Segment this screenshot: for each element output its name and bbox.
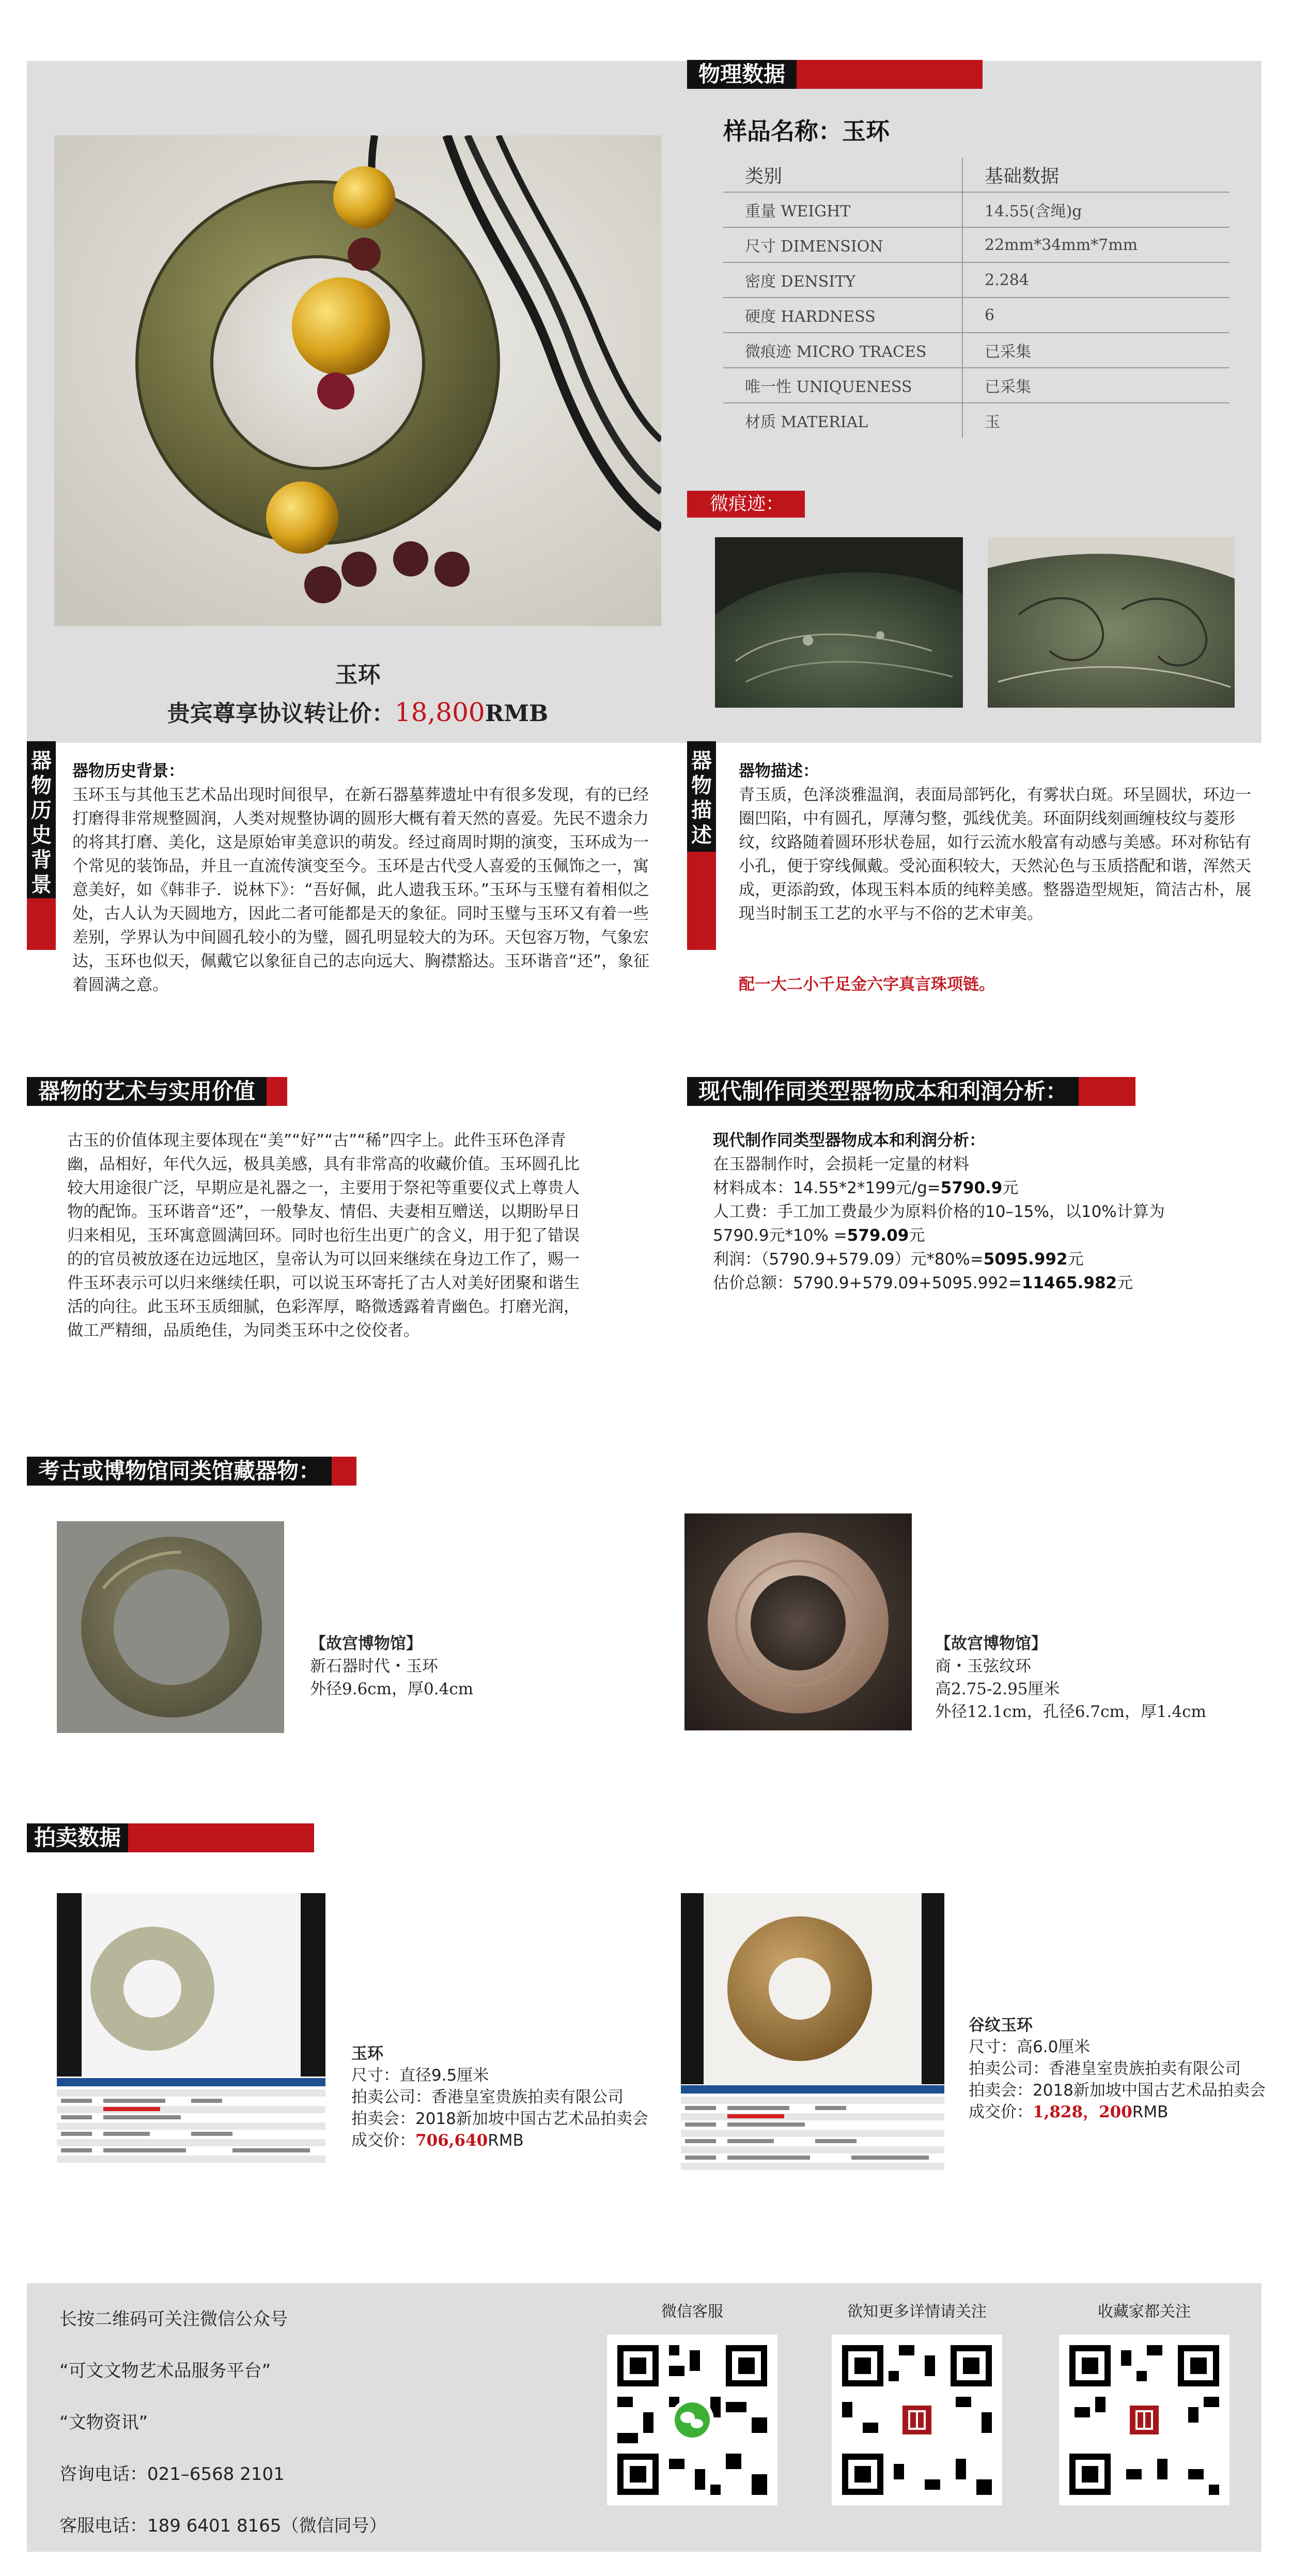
micro-photo-2 (988, 537, 1235, 708)
table-row (723, 192, 1229, 227)
row-value: 6 (962, 298, 1229, 333)
price-unit: RMB (485, 700, 549, 727)
qr-label-3: 收藏家都关注 (1098, 2303, 1191, 2321)
header-basic-data: 基础数据 (962, 158, 1229, 192)
auction-name-1: 玉环 (351, 2044, 383, 2063)
history-text (72, 759, 661, 997)
cost-line2-value: 5790.9 (940, 1179, 1003, 1197)
cost-line1: 在玉器制作时，会损耗一定量的材料 (713, 1155, 969, 1174)
qr-code-collector[interactable] (1059, 2335, 1229, 2505)
auction-company-1: 拍卖公司：香港皇室贵族拍卖有限公司 (351, 2088, 624, 2106)
row-value: 已采集 (962, 368, 1229, 403)
auction-screenshot-1 (57, 1893, 325, 2167)
cost-heading: 现代制作同类型器物成本和利润分析： (713, 1131, 985, 1150)
footer-line2: “可文文物艺术品服务平台” (59, 2361, 271, 2381)
description-text (739, 759, 1255, 926)
description-heading: 器物描述： (739, 762, 819, 780)
auction-session-1: 拍卖会：2018新加坡中国古艺术品拍卖会 (351, 2110, 648, 2128)
table-row (723, 403, 1229, 438)
museum-section-title: 考古或博物馆同类馆藏器物： (27, 1457, 332, 1486)
description-tag-red (687, 852, 716, 950)
museum-photo-2 (684, 1513, 912, 1730)
qr-code-icon (832, 2335, 1002, 2505)
museum-caption-1 (310, 1632, 473, 1700)
row-value: 14.55(含绳)g (962, 192, 1229, 227)
museum-section-tag (27, 1457, 356, 1486)
cost-line4-suffix: 元 (909, 1226, 925, 1245)
footer-line1: 长按二维码可关注微信公众号 (59, 2309, 288, 2330)
qr-label-1: 微信客服 (661, 2303, 723, 2321)
cost-line5-prefix: 利润：（5790.9+579.09）元*80%= (713, 1250, 984, 1269)
auction-price-unit-1: RMB (488, 2131, 524, 2150)
auction-section-title: 拍卖数据 (27, 1823, 128, 1852)
table-row (723, 262, 1229, 298)
footer-service-phone: 客服电话：189 6401 8165（微信同号） (59, 2516, 387, 2536)
museum-name-1: 新石器时代・玉环 (310, 1657, 438, 1676)
row-key: 微痕迹 MICRO TRACES (723, 333, 962, 368)
jade-ring-pendant-image (54, 135, 661, 626)
cost-section-title: 现代制作同类型器物成本和利润分析： (687, 1077, 1079, 1106)
price-line (54, 695, 661, 728)
row-value: 2.284 (962, 262, 1229, 298)
museum-source-2: 【故宫博物馆】 (935, 1634, 1047, 1653)
row-value: 已采集 (962, 333, 1229, 368)
cost-section-tag (687, 1077, 1135, 1106)
cost-line5-value: 5095.992 (983, 1250, 1068, 1269)
history-tag-red (27, 898, 56, 950)
row-key: 唯一性 UNIQUENESS (723, 368, 962, 403)
cost-line4-prefix: 5790.9元*10% = (713, 1226, 847, 1245)
physical-data-tag (687, 60, 983, 89)
micro-trace-image-2 (988, 537, 1235, 708)
footer-phone: 咨询电话：021–6568 2101 (59, 2464, 285, 2485)
auction-size-1: 尺寸：直径9.5厘米 (351, 2066, 489, 2085)
header-category: 类别 (723, 158, 962, 192)
micro-photo-1 (715, 537, 963, 708)
auction-price-value-2: 1,828，200 (1033, 2103, 1132, 2121)
row-value: 22mm*34mm*7mm (962, 227, 1229, 262)
cost-line5-suffix: 元 (1067, 1250, 1084, 1269)
qr-code-icon (1059, 2335, 1229, 2505)
auction-caption-2 (969, 2015, 1279, 2123)
cost-text (713, 1129, 1255, 1295)
table-row (723, 227, 1229, 262)
price-value: 18,800 (394, 697, 485, 727)
row-key: 重量 WEIGHT (723, 192, 962, 227)
row-key: 尺寸 DIMENSION (723, 227, 962, 262)
cost-line6-value: 11465.982 (1021, 1274, 1117, 1292)
museum-jade-ring-image-2 (684, 1513, 912, 1730)
history-body: 玉环玉与其他玉艺术品出现时间很早，在新石器墓葬遗址中有很多发现，有的已经打磨得非常规整圆润，人类对规整协调的圆形大概有着天然的喜爱。先民不遗余力的将其打磨、美化，这是原始审美意识的萌发。经过商周时期的演变，玉环成为一个常见的装饰品，并且一直流传演变至今。玉环是古代受人喜爱的玉佩饰之一，寓意美好，如《韩非子．说林下》：“吾好佩，此人遗我玉环。”玉环与玉璧有着相似之处，古人认为天圆地方，因此二者可能都是天的象征。同时玉璧与玉环又有着一些差别，学界认为中间圆孔较小的为璧，圆孔明显较大的为环。天包容万物，气象宏达，玉环也似天，佩戴它以象征自己的志向远大、胸襟豁达。玉环谐音“还”，象征着圆满之意。 (72, 786, 650, 994)
cost-line2-suffix: 元 (1002, 1179, 1019, 1197)
physical-data-title: 物理数据 (687, 60, 797, 89)
footer-line3: “文物资讯” (59, 2412, 148, 2433)
value-section-title: 器物的艺术与实用价值 (27, 1077, 267, 1106)
museum-size-2: 高2.75-2.95厘米 (935, 1680, 1060, 1698)
row-key: 硬度 HARDNESS (723, 298, 962, 333)
auction-price-label-1: 成交价： (351, 2131, 415, 2150)
description-note: 配一大二小千足金六字真言珠项链。 (739, 975, 995, 994)
history-vertical-tag: 器物历史背景 (27, 741, 56, 898)
auction-company-2: 拍卖公司：香港皇室贵族拍卖有限公司 (969, 2059, 1241, 2078)
table-row (723, 368, 1229, 403)
museum-size-1: 外径9.6cm，厚0.4cm (310, 1680, 474, 1698)
auction-name-2: 谷纹玉环 (969, 2016, 1033, 2035)
row-key: 密度 DENSITY (723, 262, 962, 298)
table-row (723, 333, 1229, 368)
museum-size2-2: 外径12.1cm，孔径6.7cm，厚1.4cm (935, 1703, 1206, 1721)
history-heading: 器物历史背景： (72, 762, 184, 780)
cost-line6-suffix: 元 (1117, 1274, 1133, 1292)
sample-name: 样品名称：玉环 (723, 117, 890, 145)
auction-section-tag (27, 1823, 314, 1852)
description-vertical-tag: 器物描述 (687, 741, 716, 852)
qr-code-wechat[interactable] (607, 2335, 777, 2505)
museum-name-2: 商・玉弦纹环 (935, 1657, 1031, 1676)
cost-line4-value: 579.09 (847, 1226, 909, 1245)
description-body: 青玉质，色泽淡雅温润，表面局部钙化，有雾状白斑。环呈圆状，环边一圈凹陷，中有圆孔，厚薄匀整，弧线优美。环面阴线刻画缠枝纹与菱形纹，纹路随着圆环形状卷屈，如行云流水般富有动感与美感。环对称钻有小孔，便于穿线佩戴。受沁面积较大，天然沁色与玉质搭配和谐，浑然天成，更添韵致，体现玉料本质的纯粹美感。整器造型规矩，简洁古朴，展现当时制玉工艺的水平与不俗的艺术审美。 (739, 786, 1251, 923)
auction-caption-1 (351, 2043, 661, 2151)
auction-record-image-1 (57, 1893, 325, 2167)
micro-traces-text: 微痕迹： (710, 493, 785, 514)
micro-traces-label (687, 491, 805, 518)
cost-line6-prefix: 估价总额：5790.9+579.09+5095.992= (713, 1274, 1022, 1292)
museum-jade-ring-image-1 (57, 1521, 284, 1733)
auction-screenshot-2 (681, 1893, 944, 2172)
price-prefix: 贵宾尊享协议转让价： (167, 700, 395, 727)
physical-data-table (723, 158, 1229, 438)
table-row (723, 298, 1229, 333)
qr-code-icon (607, 2335, 777, 2505)
museum-caption-2 (935, 1632, 1206, 1723)
table-header-row (723, 158, 1229, 192)
auction-price-label-2: 成交价： (969, 2103, 1033, 2121)
product-name: 玉环 (335, 662, 381, 688)
auction-price-unit-2: RMB (1132, 2103, 1169, 2121)
museum-source-1: 【故宫博物馆】 (310, 1634, 422, 1653)
value-section-tag (27, 1077, 287, 1106)
footer-text (59, 2293, 387, 2552)
auction-size-2: 尺寸：高6.0厘米 (969, 2038, 1091, 2056)
micro-trace-image-1 (715, 537, 963, 708)
auction-session-2: 拍卖会：2018新加坡中国古艺术品拍卖会 (969, 2081, 1266, 2100)
value-body: 古玉的价值体现主要体现在“美”“好”“古”“稀”四字上。此件玉环色泽青幽，品相好，年代久远，极具美感，具有非常高的收藏价值。玉环圆孔比较大用途很广泛，早期应是礼器之一，主要用于祭祀等重要仪式上尊贵人物的配饰。玉环谐音“还”，一般挚友、情侣、夫妻相互赠送，以期盼早日归来相见，玉环寓意圆满回环。同时也衍生出更广的含义，用于犯了错误的的官员被放逐在边远地区，皇帝认为可以回来继续在身边工作了，赐一件玉环表示可以归来继续任职，可以说玉环寄托了古人对美好团聚和谐生活的向往。此玉环玉质细腻，色彩浑厚，略微透露着青幽色。打磨光润，做工严精细，品质绝佳，为同类玉环中之佼佼者。 (67, 1131, 581, 1340)
row-key: 材质 MATERIAL (745, 413, 868, 431)
product-photo (54, 135, 661, 626)
auction-record-image-2 (681, 1893, 944, 2172)
cost-line3: 人工费：手工加工费最少为原料价格的10–15%，以10%计算为 (713, 1203, 1165, 1221)
auction-price-value-1: 706,640 (415, 2131, 488, 2150)
museum-photo-1 (57, 1521, 284, 1733)
qr-code-follow[interactable] (832, 2335, 1002, 2505)
qr-label-2: 欲知更多详情请关注 (847, 2303, 987, 2321)
cost-line2-prefix: 材料成本：14.55*2*199元/g= (713, 1179, 941, 1197)
row-value: 玉 (962, 403, 1229, 438)
